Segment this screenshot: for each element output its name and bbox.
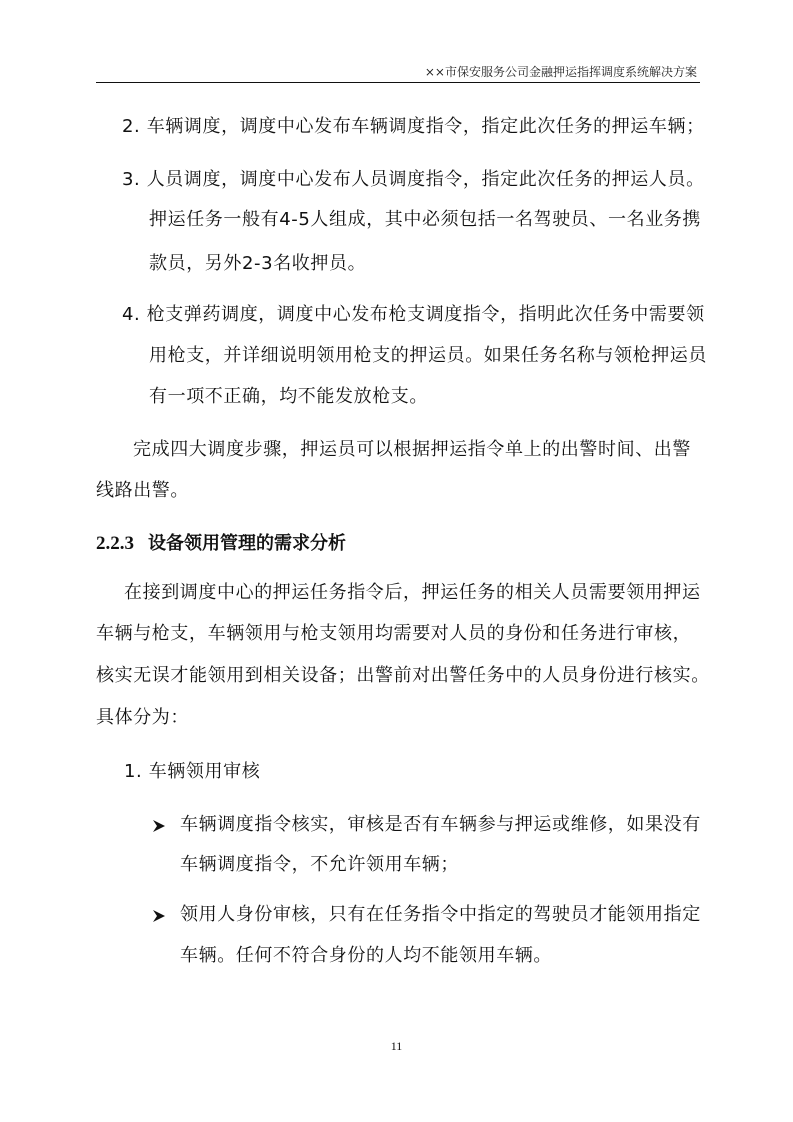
list-item-4-line-2: 用枪支，并详细说明领用枪支的押运员。如果任务名称与领枪押运员 bbox=[149, 345, 707, 366]
section-title: 设备领用管理的需求分析 bbox=[148, 533, 346, 554]
page-number: 11 bbox=[390, 1039, 403, 1053]
list-item-4-line-1: 4. 枪支弹药调度，调度中心发布枪支调度指令，指明此次任务中需要领 bbox=[122, 304, 705, 325]
intro-line-3: 核实无误才能领用到相关设备；出警前对出警任务中的人员身份进行核实。 bbox=[96, 665, 710, 686]
bullet-1-line-1: 车辆调度指令核实，审核是否有车辆参与押运或维修，如果没有 bbox=[180, 814, 701, 835]
summary-line-2: 线路出警。 bbox=[96, 480, 189, 501]
list-item-4-line-3: 有一项不正确，均不能发放枪支。 bbox=[149, 386, 428, 407]
list-item-3-line-3: 款员，另外2-3名收押员。 bbox=[149, 253, 367, 274]
list-item-2: 2. 车辆调度，调度中心发布车辆调度指令，指定此次任务的押运车辆； bbox=[122, 116, 705, 137]
section-number: 2.2.3 bbox=[96, 533, 134, 554]
bullet-1-line-2: 车辆调度指令，不允许领用车辆； bbox=[180, 854, 459, 875]
intro-line-2: 车辆与枪支，车辆领用与枪支领用均需要对人员的身份和任务进行审核， bbox=[96, 623, 692, 644]
header-divider bbox=[96, 82, 700, 83]
list-b-item-1: 1. 车辆领用审核 bbox=[124, 761, 261, 782]
running-header: ××市保安服务公司金融押运指挥调度系统解决方案 bbox=[424, 65, 697, 79]
bullet-2-line-2: 车辆。任何不符合身份的人均不能领用车辆。 bbox=[180, 945, 552, 966]
arrowhead-bullet-icon bbox=[152, 819, 166, 833]
list-item-3-line-2: 押运任务一般有4-5人组成，其中必须包括一名驾驶员、一名业务携 bbox=[149, 209, 701, 230]
summary-line-1: 完成四大调度步骤，押运员可以根据押运指令单上的出警时间、出警 bbox=[133, 439, 691, 460]
intro-line-4: 具体分为： bbox=[96, 707, 189, 728]
intro-line-1: 在接到调度中心的押运任务指令后，押运任务的相关人员需要领用押运 bbox=[124, 582, 701, 603]
arrowhead-bullet-icon bbox=[152, 909, 166, 923]
section-heading bbox=[96, 533, 346, 555]
list-item-3-line-1: 3. 人员调度，调度中心发布人员调度指令，指定此次任务的押运人员。 bbox=[122, 169, 705, 190]
bullet-2-line-1: 领用人身份审核，只有在任务指令中指定的驾驶员才能领用指定 bbox=[180, 904, 701, 925]
